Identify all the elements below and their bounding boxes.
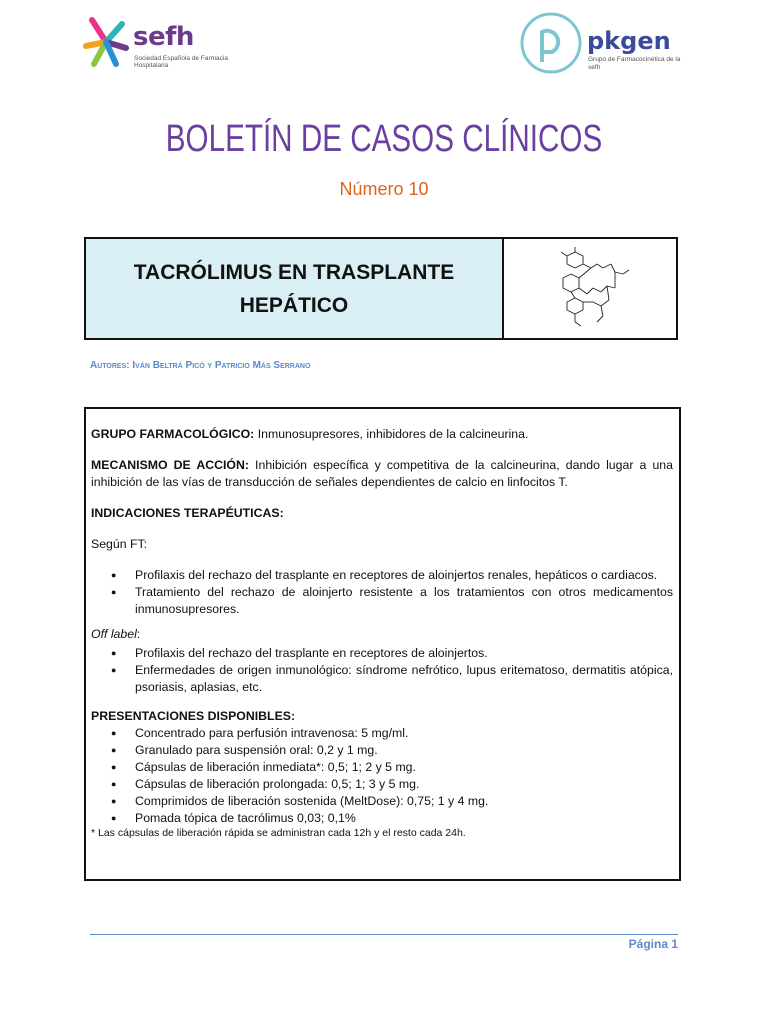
footer-divider — [90, 934, 678, 935]
drug-title-cell — [86, 239, 504, 338]
list-item: ● Profilaxis del rechazo del trasplante en receptores de aloinjertos. — [111, 645, 673, 662]
footnote: * Las cápsulas de liberación rápida se administran cada 12h y el resto cada 24h. — [91, 827, 466, 839]
sefh-logo-icon — [80, 14, 132, 70]
drug-title-line1: TACRÓLIMUS EN TRASPLANTE — [133, 260, 455, 284]
list-item: ● Enfermedades de origen inmunológico: síndrome nefrótico, lupus eritematoso, dermatitis atópica, psoriasis, aplasias, etc. — [111, 662, 673, 696]
list-item: ● Tratamiento del rechazo de aloinjerto resistente a los tratamientos con otros medicamentos inmunosupresores. — [111, 584, 673, 618]
page-number: Página 1 — [628, 937, 678, 951]
off-label-heading — [91, 626, 673, 643]
pkgen-logo-icon — [518, 10, 584, 76]
list-item: ● Profilaxis del rechazo del trasplante en receptores de aloinjertos renales, hepáticos o cardiacos. — [111, 567, 673, 584]
off-label-list — [91, 645, 673, 696]
issue-number: Número 10 — [339, 179, 429, 199]
drug-info-box — [84, 407, 681, 881]
mecanismo-text: Inhibición específica y competitiva de la calcineurina, dando lugar a una inhibición de las vías de transducción de señales dependientes de calcio en linfocitos T. — [91, 458, 673, 489]
presentaciones-list — [91, 725, 673, 827]
indicaciones-heading: INDICACIONES TERAPÉUTICAS: — [91, 506, 284, 520]
presentaciones-heading: PRESENTACIONES DISPONIBLES: — [91, 709, 296, 723]
molecule-cell — [504, 239, 676, 338]
list-item: ● Cápsulas de liberación inmediata*: 0,5; 1; 2 y 5 mg. — [111, 759, 673, 776]
pkgen-subtitle: Grupo de Farmacocinética de la sefh — [588, 56, 681, 71]
sefh-logo-text: sefh — [133, 22, 194, 52]
grupo-label: GRUPO FARMACOLÓGICO: — [91, 427, 255, 441]
authors-line: Autores: Iván Beltrá Picó y Patricio Más Serrano — [90, 360, 311, 371]
list-item: ● Cápsulas de liberación prolongada: 0,5; 1; 3 y 5 mg. — [111, 776, 673, 793]
pkgen-logo-text: pkgen — [587, 27, 671, 55]
mecanismo-accion — [91, 457, 673, 491]
off-label-colon: : — [136, 627, 141, 641]
mecanismo-label: MECANISMO DE ACCIÓN: — [91, 458, 249, 472]
document-title: BOLETÍN DE CASOS CLÍNICOS — [165, 118, 603, 160]
grupo-farmacologico — [91, 426, 673, 443]
drug-title-line2: HEPÁTICO — [239, 293, 349, 317]
list-item: ● Comprimidos de liberación sostenida (MeltDose): 0,75; 1 y 4 mg. — [111, 793, 673, 810]
list-item: ● Granulado para suspensión oral: 0,2 y 1 mg. — [111, 742, 673, 759]
sefh-subtitle: Sociedad Española de Farmacia Hospitalaria — [134, 55, 228, 69]
grupo-text: Inmunosupresores, inhibidores de la calcineurina. — [254, 427, 529, 441]
molecule-structure-icon — [545, 244, 635, 334]
drug-header-table — [84, 237, 678, 340]
segun-ft-label: Según FT: — [91, 537, 148, 551]
list-item: ● Concentrado para perfusión intravenosa: 5 mg/ml. — [111, 725, 673, 742]
ft-indications-list — [91, 567, 673, 618]
off-label-text: Off label — [91, 627, 137, 641]
list-item: ● Pomada tópica de tacrólimus 0,03; 0,1% — [111, 810, 673, 827]
